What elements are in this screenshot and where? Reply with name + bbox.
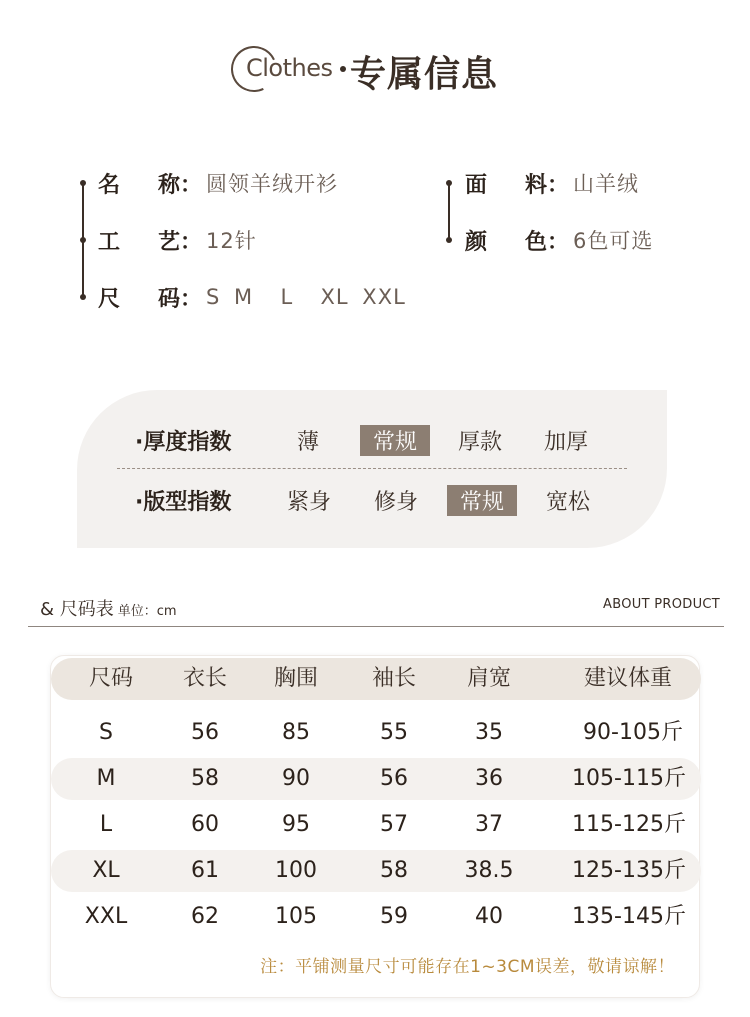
table-cell: M	[96, 766, 116, 791]
size-chart-title: & 尺码表 单位：cm	[40, 599, 177, 620]
info-row-size	[98, 277, 406, 317]
info-value-craft: 12针	[206, 229, 257, 253]
index-panel	[77, 390, 667, 548]
table-cell: 61	[191, 858, 219, 883]
thickness-index-row	[77, 420, 667, 460]
thickness-index-label: ·厚度指数	[135, 429, 232, 455]
info-colon: ：	[180, 172, 203, 198]
page-header	[0, 40, 750, 100]
fit-option: 宽松	[545, 489, 590, 515]
table-cell: 35	[475, 720, 503, 745]
info-bullet	[446, 180, 452, 186]
table-cell: 90-105斤	[583, 720, 683, 745]
table-cell: 58	[191, 766, 219, 791]
info-label: 工 艺	[98, 228, 180, 255]
size-unit: 单位：cm	[117, 604, 177, 619]
table-cell: XXL	[84, 904, 128, 929]
table-header-cell: 袖长	[371, 666, 416, 691]
thickness-option: 加厚	[543, 429, 588, 455]
thickness-option: 厚款	[457, 429, 502, 455]
fit-index-label: ·版型指数	[135, 489, 232, 515]
table-cell: 38.5	[464, 858, 514, 883]
table-row	[51, 712, 701, 754]
info-bullet	[80, 237, 86, 243]
info-row-fabric	[465, 163, 639, 203]
table-cell: 59	[380, 904, 408, 929]
table-cell: 58	[380, 858, 408, 883]
info-row-name	[98, 163, 338, 203]
table-cell: 90	[282, 766, 310, 791]
table-cell: 62	[191, 904, 219, 929]
info-label: 颜 色	[465, 228, 547, 255]
fit-option: 紧身	[286, 489, 331, 515]
info-bullet	[446, 237, 452, 243]
info-label: 名 称	[98, 171, 180, 198]
table-row	[51, 850, 701, 892]
info-value-color: 6色可选	[573, 229, 654, 253]
thickness-option-selected: 常规	[360, 425, 430, 456]
table-cell: 105-115斤	[572, 766, 686, 791]
about-product-label: ABOUT PRODUCT	[603, 597, 720, 612]
table-cell: 55	[380, 720, 408, 745]
table-header-cell: 衣长	[182, 666, 227, 691]
measurement-note: 注：平铺测量尺寸可能存在1~3CM误差，敬请谅解！	[260, 957, 675, 977]
table-cell: 85	[282, 720, 310, 745]
info-row-craft	[98, 220, 257, 260]
table-cell: 135-145斤	[572, 904, 686, 929]
fit-index-row	[77, 480, 667, 520]
info-label: 面 料	[465, 171, 547, 198]
info-colon: ：	[180, 229, 203, 255]
info-label: 尺 码	[98, 285, 180, 312]
product-info	[0, 160, 750, 320]
info-row-color	[465, 220, 653, 260]
table-header-row	[51, 658, 701, 700]
table-row	[51, 804, 701, 846]
divider-line	[28, 626, 724, 627]
table-cell: XL	[92, 858, 120, 883]
table-header-cell: 肩宽	[466, 666, 511, 691]
table-cell: 125-135斤	[572, 858, 686, 883]
info-bullet	[80, 180, 86, 186]
info-colon: ：	[180, 286, 203, 312]
title-dot	[340, 66, 346, 72]
size-table	[50, 655, 700, 998]
page-title: 专属信息	[350, 53, 499, 95]
table-cell: 56	[191, 720, 219, 745]
info-colon: ：	[547, 172, 570, 198]
info-value-size: S M L XL XXL	[206, 285, 406, 309]
table-row	[51, 758, 701, 800]
table-cell: 57	[380, 812, 408, 837]
table-cell: S	[99, 720, 113, 745]
table-cell: 36	[475, 766, 503, 791]
fit-option-selected: 常规	[447, 485, 517, 516]
table-cell: 37	[475, 812, 503, 837]
info-value-name: 圆领羊绒开衫	[206, 172, 339, 196]
table-header-cell: 建议体重	[583, 666, 672, 691]
table-cell: 105	[275, 904, 317, 929]
table-cell: 115-125斤	[572, 812, 686, 837]
info-bullet	[80, 294, 86, 300]
info-colon: ：	[547, 229, 570, 255]
table-cell: 56	[380, 766, 408, 791]
table-cell: 60	[191, 812, 219, 837]
fit-option: 修身	[373, 489, 418, 515]
thickness-option: 薄	[296, 429, 319, 455]
table-cell: 40	[475, 904, 503, 929]
table-cell: 95	[282, 812, 310, 837]
info-value-fabric: 山羊绒	[573, 172, 640, 196]
table-cell: 100	[275, 858, 317, 883]
info-right-line	[448, 182, 450, 239]
table-cell: L	[99, 812, 113, 837]
size-chart-header	[40, 595, 720, 625]
table-header-cell: 尺码	[88, 666, 133, 691]
logo-text: Clothes	[246, 54, 333, 82]
table-row	[51, 896, 701, 938]
table-header-cell: 胸围	[273, 666, 318, 691]
panel-divider	[117, 468, 627, 469]
